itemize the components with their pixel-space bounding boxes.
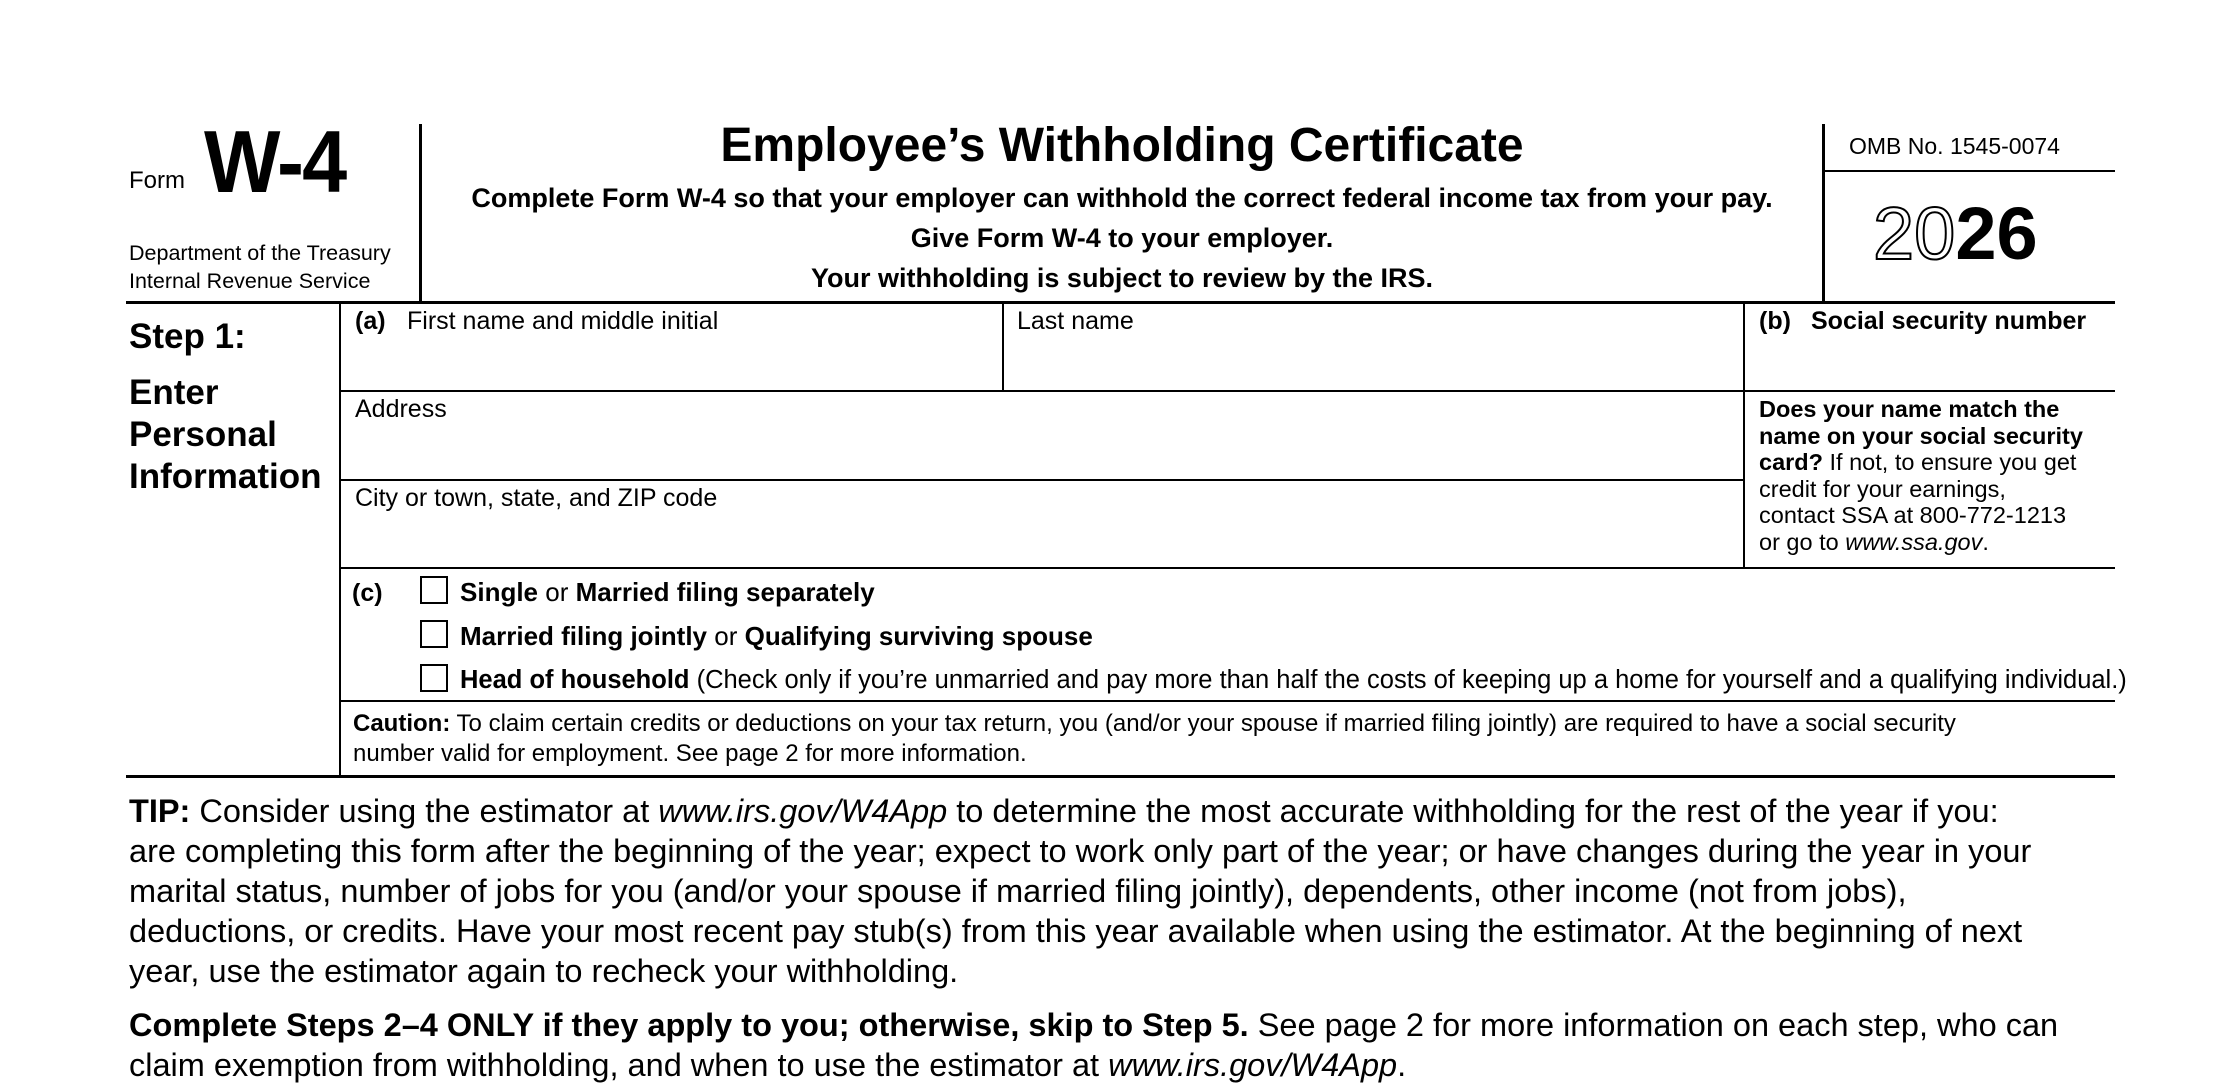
ssa-link[interactable]: www.ssa.gov xyxy=(1845,528,1983,555)
caution-note xyxy=(353,709,1956,769)
first-name-label: First name and middle initial xyxy=(407,307,719,335)
tip-text-1: Consider using the estimator at xyxy=(190,793,659,829)
subtitle-line-3: Your withholding is subject to review by the IRS. xyxy=(810,263,1434,293)
city-label: City or town, state, and ZIP code xyxy=(355,484,718,512)
caution-label: Caution: xyxy=(353,710,451,737)
estimator-link-2[interactable]: www.irs.gov/W4App xyxy=(1108,1047,1398,1083)
steps-note-text: See page 2 for more information on each step, who can xyxy=(1248,1007,2059,1043)
filing-option-2-mid: or xyxy=(707,621,745,651)
filing-option-1-bold-1: Single xyxy=(460,577,539,607)
ssa-note-line-6-post: . xyxy=(1982,528,1989,555)
tip-line-2: are completing this form after the beginning of the year; expect to work only part of the year; or have changes during the year in your xyxy=(129,833,2032,869)
first-name-field[interactable] xyxy=(341,304,1001,390)
filing-option-3 xyxy=(460,665,2127,695)
ssa-note-line-6-pre: or go to xyxy=(1759,528,1846,555)
tax-year-outline: 20 xyxy=(1873,192,1956,275)
ssa-note-line-3 xyxy=(1759,449,2083,476)
step1-title-3: Information xyxy=(129,457,322,496)
checkbox-married-jointly[interactable] xyxy=(420,620,448,648)
steps-note-line-1 xyxy=(129,1005,2129,1045)
filing-option-3-bold: Head of household xyxy=(460,666,690,694)
tip-line-4: deductions, or credits. Have your most recent pay stub(s) from this year available when using the estimator. At the beginning of next xyxy=(129,913,2023,949)
ssa-note-line-2: name on your social security xyxy=(1759,422,2083,449)
b-tag: (b) xyxy=(1759,307,1791,335)
tip-text-2: to determine the most accurate withholding for the rest of the year if you: xyxy=(947,793,1999,829)
step1-label: Step 1: xyxy=(129,317,246,356)
step1-title-1: Enter xyxy=(129,373,219,412)
filing-option-2-bold-2: Qualifying surviving spouse xyxy=(744,621,1093,651)
dept-line-2: Internal Revenue Service xyxy=(129,269,371,293)
tax-year-solid: 26 xyxy=(1955,192,2038,275)
omb-number: OMB No. 1545-0074 xyxy=(1849,133,2060,159)
steps-note-line-2-post: . xyxy=(1397,1047,1407,1083)
steps-note-bold: Complete Steps 2–4 ONLY if they apply to you; otherwise, skip to Step 5. xyxy=(129,1007,1249,1043)
ssa-note-line-4: credit for your earnings, xyxy=(1759,475,2006,502)
tip-line-1 xyxy=(129,791,2129,831)
tip-label: TIP: xyxy=(129,793,191,829)
page-title: Employee’s Withholding Certificate xyxy=(720,119,1524,172)
checkbox-head-of-household[interactable] xyxy=(420,664,448,692)
address-label: Address xyxy=(355,395,447,423)
subtitle-line-2: Give Form W-4 to your employer. xyxy=(910,223,1334,253)
tip-paragraph xyxy=(129,791,2129,991)
ssa-note-line-3-rest: If not, to ensure you get xyxy=(1823,449,2077,475)
address-field[interactable] xyxy=(341,392,1742,479)
estimator-link[interactable]: www.irs.gov/W4App xyxy=(658,793,948,829)
caution-text-1: To claim certain credits or deductions on your tax return, you (and/or your spouse if married filing jointly) are required to have a social security xyxy=(450,710,1956,737)
c-tag: (c) xyxy=(352,579,383,607)
form-number: W-4 xyxy=(204,112,346,211)
filing-option-1 xyxy=(460,577,875,607)
ssa-note-line-1: Does your name match the xyxy=(1759,396,2060,422)
ssa-note xyxy=(1759,396,2083,555)
header-divider-right xyxy=(1822,124,1825,304)
subtitle-line-1: Complete Form W-4 so that your employer can withhold the correct federal income tax from your pay. xyxy=(471,183,1773,213)
ssa-note-line-6 xyxy=(1759,529,2083,556)
steps-note-line-2-pre: claim exemption from withholding, and when to use the estimator at xyxy=(129,1047,1109,1083)
ssn-label: Social security number xyxy=(1811,307,2087,335)
step1-bottom-rule xyxy=(126,775,2115,778)
filing-option-3-rest: (Check only if you’re unmarried and pay more than half the costs of keeping up a home for yourself and a qualifying individual.) xyxy=(689,666,2127,694)
last-name-label: Last name xyxy=(1017,307,1134,335)
row-rule-3 xyxy=(340,567,2115,569)
dept-line-1: Department of the Treasury xyxy=(129,241,391,265)
checkbox-single[interactable] xyxy=(420,576,448,604)
ssn-field[interactable] xyxy=(1745,304,2115,390)
filing-option-1-mid: or xyxy=(538,577,576,607)
steps-note xyxy=(129,1005,2129,1085)
city-field[interactable] xyxy=(341,481,1742,567)
last-name-field[interactable] xyxy=(1004,304,1743,390)
steps-note-line-2 xyxy=(129,1045,2129,1085)
caution-line-1 xyxy=(353,709,1956,739)
tip-line-3: marital status, number of jobs for you (and/or your spouse if married filing jointly), dependents, other income (not from jobs), xyxy=(129,873,1907,909)
tax-year xyxy=(1873,192,2038,276)
filing-option-2 xyxy=(460,621,1093,651)
a-tag: (a) xyxy=(355,307,386,335)
row-rule-4 xyxy=(340,700,2115,702)
form-prefix: Form xyxy=(129,167,185,194)
omb-divider xyxy=(1824,170,2115,172)
ssa-note-card: card? xyxy=(1759,449,1823,475)
filing-option-1-bold-2: Married filing separately xyxy=(575,577,875,607)
step1-title-2: Personal xyxy=(129,415,277,454)
filing-option-2-bold-1: Married filing jointly xyxy=(460,621,708,651)
tip-line-5: year, use the estimator again to recheck your withholding. xyxy=(129,953,959,989)
ssa-note-line-5: contact SSA at 800-772-1213 xyxy=(1759,502,2067,528)
caution-line-2: number valid for employment. See page 2 for more information. xyxy=(353,740,1027,767)
